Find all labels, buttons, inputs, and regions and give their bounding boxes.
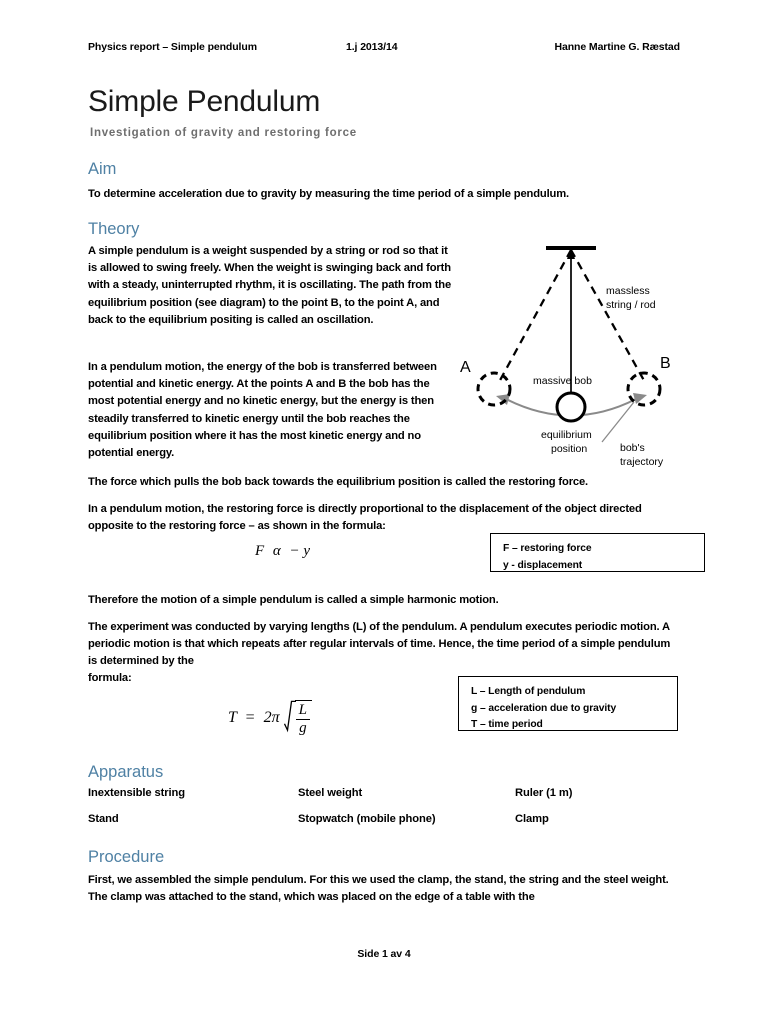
dashed-string-to-b (571, 250, 646, 384)
page-subtitle: Investigation of gravity and restoring force (90, 127, 357, 139)
formula-force-lhs: F (255, 543, 265, 559)
label-equilibrium-line1: equilibrium (541, 429, 592, 441)
header-left-text: Physics report – Simple pendulum (88, 41, 257, 53)
legend-period-line-2: g – acceleration due to gravity (471, 702, 617, 714)
heading-procedure: Procedure (88, 848, 165, 866)
fraction-l-over-g (296, 703, 310, 737)
theory-paragraph-5: Therefore the motion of a simple pendulum is called a simple harmonic motion. (88, 594, 499, 606)
apparatus-item: Stand (88, 813, 119, 825)
heading-apparatus: Apparatus (88, 763, 164, 781)
formula-time-period (228, 700, 310, 737)
sqrt-symbol-icon (284, 700, 296, 737)
header-right-text: Hanne Martine G. Ræstad (554, 41, 680, 53)
label-massive-bob: massive bob (533, 375, 592, 387)
theory-paragraph-6b: formula: (88, 672, 132, 684)
formula-period-radical (284, 700, 310, 737)
trajectory-arrowhead-right-icon (633, 393, 647, 404)
theory-paragraph-2: In a pendulum motion, the energy of the bob is transferred between potential and kinetic energy. At the points A and B the bob has the most potential energy and no kinetic energy, but the energy is then steadily transferred to kinetic energy until the bob reaches the equilibrium position where it has the most kinetic energy and no potential energy. (88, 361, 437, 460)
label-point-a: A (460, 359, 471, 376)
apparatus-list (88, 787, 680, 839)
heading-aim: Aim (88, 160, 117, 178)
label-massless-string-line1: massless (606, 285, 650, 297)
page-title: Simple Pendulum (88, 85, 321, 118)
apparatus-item: Stopwatch (mobile phone) (298, 813, 436, 825)
pendulum-diagram (448, 232, 698, 472)
radical-vinculum (295, 700, 312, 701)
label-massless-string-line2: string / rod (606, 299, 656, 311)
heading-theory: Theory (88, 220, 140, 238)
apparatus-item: Clamp (515, 813, 549, 825)
formula-force-alpha: α (272, 543, 281, 559)
formula-period-coefficient: 2π (263, 708, 280, 726)
label-equilibrium-line2: position (551, 443, 588, 455)
apparatus-row (88, 813, 680, 839)
label-point-b: B (660, 355, 671, 372)
apparatus-item: Ruler (1 m) (515, 787, 573, 799)
procedure-text: First, we assembled the simple pendulum. For this we used the clamp, the stand, the string and the steel weight. The clamp was attached to the stand, which was placed on the edge of a table with the (88, 874, 669, 904)
label-trajectory-line1: bob's (620, 442, 645, 454)
theory-paragraph-3: The force which pulls the bob back towards the equilibrium position is called the restoring force. (88, 476, 589, 488)
formula-restoring-force (255, 543, 310, 560)
label-trajectory-line2: trajectory (620, 456, 664, 468)
page-footer: Side 1 av 4 (357, 948, 411, 960)
apparatus-row (88, 787, 680, 813)
fraction-denominator: g (296, 719, 310, 736)
header-middle-text: 1.j 2013/14 (346, 41, 398, 53)
formula-period-lhs: T (228, 708, 237, 726)
legend-box-force (490, 533, 705, 572)
theory-paragraph-4: In a pendulum motion, the restoring force is directly proportional to the displacement of the object directed opposite to the restoring force – as shown in the formula: (88, 503, 642, 533)
apparatus-item: Steel weight (298, 787, 363, 799)
dashed-string-to-a (498, 250, 571, 384)
theory-paragraph-1: A simple pendulum is a weight suspended by a string or rod so that it is allowed to swing freely. When the weight is swinging back and forth with a steady, uninterrupted rhythm, it is oscillating. The path from the equilibrium position (see diagram) to the point B, to the point A, and back to the equilibrium positing is called an oscillation. (88, 245, 452, 326)
formula-force-rhs: − y (289, 543, 311, 559)
bob-position-a (478, 373, 510, 405)
trajectory-leader-line (602, 402, 634, 442)
legend-force-line-1: F – restoring force (503, 543, 592, 554)
legend-period-line-1: L – Length of pendulum (471, 686, 586, 697)
bob-equilibrium (557, 393, 585, 421)
theory-paragraph-6: The experiment was conducted by varying lengths (L) of the pendulum. A pendulum executes periodic motion. A periodic motion is that which repeats after regular intervals of time. Hence, the time period of a simple pendulum is determined by the (88, 621, 671, 668)
legend-period-line-3: T – time period (471, 719, 543, 730)
legend-box-period (458, 676, 678, 731)
running-header (88, 41, 680, 53)
formula-period-equals: = (245, 708, 255, 726)
aim-text: To determine acceleration due to gravity by measuring the time period of a simple pendulum. (88, 188, 569, 200)
apparatus-item: Inextensible string (88, 787, 185, 799)
legend-force-line-2: y - displacement (503, 559, 583, 571)
fraction-numerator: L (298, 702, 307, 718)
bob-position-b (628, 373, 660, 405)
